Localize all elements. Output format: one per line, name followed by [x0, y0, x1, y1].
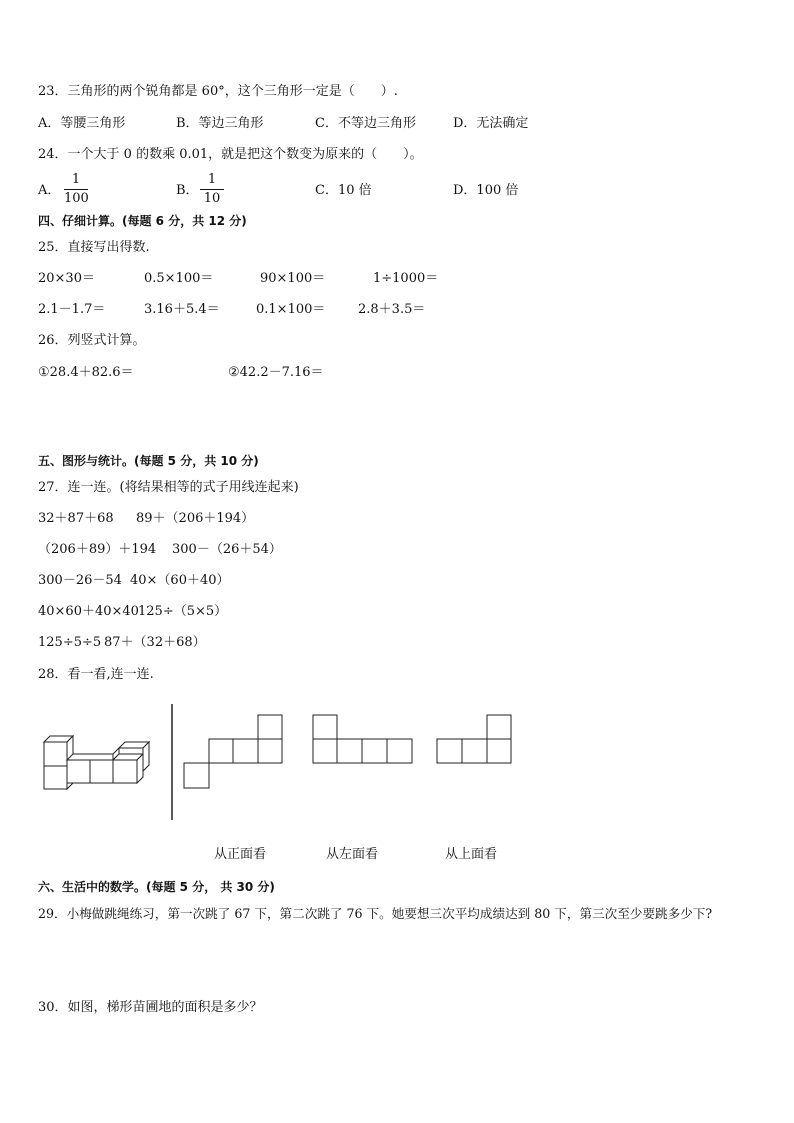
q27-right-expr: 89＋（206＋194） — [136, 511, 255, 526]
q23-stem: 23．三角形的两个锐角都是 60°，这个三角形一定是（ ）. — [38, 84, 398, 99]
q25-expr: 20×30＝ — [38, 271, 95, 286]
cube-stack-drawing — [44, 736, 149, 789]
view-shape-2 — [313, 715, 412, 763]
fraction-numerator: 1 — [71, 172, 81, 187]
q24-option-a-label: A． — [38, 183, 61, 198]
q27-left-expr: （206＋89）＋194 — [38, 542, 157, 557]
fraction-denominator: 10 — [203, 191, 221, 206]
q25-stem: 25．直接写出得数. — [38, 240, 150, 255]
view-label-front: 从正面看 — [214, 847, 267, 862]
q25-expr: 2.1－1.7＝ — [38, 302, 106, 317]
section-6-heading: 六、生活中的数学。(每题 5 分， 共 30 分) — [38, 880, 275, 894]
section-4-heading: 四、仔细计算。(每题 6 分，共 12 分) — [38, 214, 247, 228]
q27-right-expr: 40×（60＋40） — [130, 573, 230, 588]
view-shape-1 — [184, 715, 282, 788]
q26-stem: 26．列竖式计算。 — [38, 333, 146, 348]
q23-option-c: C．不等边三角形 — [315, 116, 416, 131]
q28-stem: 28．看一看,连一连. — [38, 667, 154, 682]
view-label-top: 从上面看 — [445, 847, 498, 862]
q25-expr: 90×100＝ — [260, 271, 326, 286]
q24-stem: 24．一个大于 0 的数乘 0.01，就是把这个数变为原来的（ ）。 — [38, 147, 423, 162]
section-5-heading: 五、图形与统计。(每题 5 分，共 10 分) — [38, 454, 259, 468]
q29-text: 29．小梅做跳绳练习，第一次跳了 67 下，第二次跳了 76 下。她要想三次平均成绩达到 80 下，第三次至少要跳多少下? — [38, 906, 713, 921]
view-shape-3 — [437, 715, 511, 763]
q23-option-d: D．无法确定 — [453, 116, 529, 131]
q23-option-b: B．等边三角形 — [176, 116, 264, 131]
view-label-left: 从左面看 — [326, 847, 379, 862]
q24-option-b-label: B． — [176, 183, 199, 198]
q25-expr: 0.5×100＝ — [144, 271, 214, 286]
q27-right-expr: 300－（26＋54） — [172, 542, 282, 557]
q23-option-a: A．等腰三角形 — [38, 116, 126, 131]
q24-option-c: C．10 倍 — [315, 183, 372, 198]
q25-expr: 0.1×100＝ — [256, 302, 326, 317]
q30-text: 30．如图，梯形苗圃地的面积是多少？ — [38, 1000, 263, 1015]
q24-option-d: D．100 倍 — [453, 183, 519, 198]
q27-right-expr: 87＋（32＋68） — [104, 635, 206, 650]
q25-expr: 1÷1000＝ — [373, 271, 439, 286]
q27-left-expr: 125÷5÷5 — [38, 635, 102, 650]
fraction-numerator: 1 — [207, 172, 217, 187]
fraction-denominator: 100 — [64, 191, 89, 206]
q25-expr: 2.8＋3.5＝ — [358, 302, 426, 317]
q27-left-expr: 300－26－54 — [38, 573, 122, 588]
q26-item-2: ②42.2－7.16＝ — [228, 365, 324, 380]
q25-expr: 3.16＋5.4＝ — [144, 302, 220, 317]
q27-stem: 27．连一连。(将结果相等的式子用线连起来) — [38, 480, 299, 495]
q27-left-expr: 40×60＋40×40 — [38, 604, 139, 619]
q27-left-expr: 32＋87＋68 — [38, 511, 114, 526]
q26-item-1: ①28.4＋82.6＝ — [38, 365, 134, 380]
q27-right-expr: 125÷（5×5） — [138, 604, 228, 619]
